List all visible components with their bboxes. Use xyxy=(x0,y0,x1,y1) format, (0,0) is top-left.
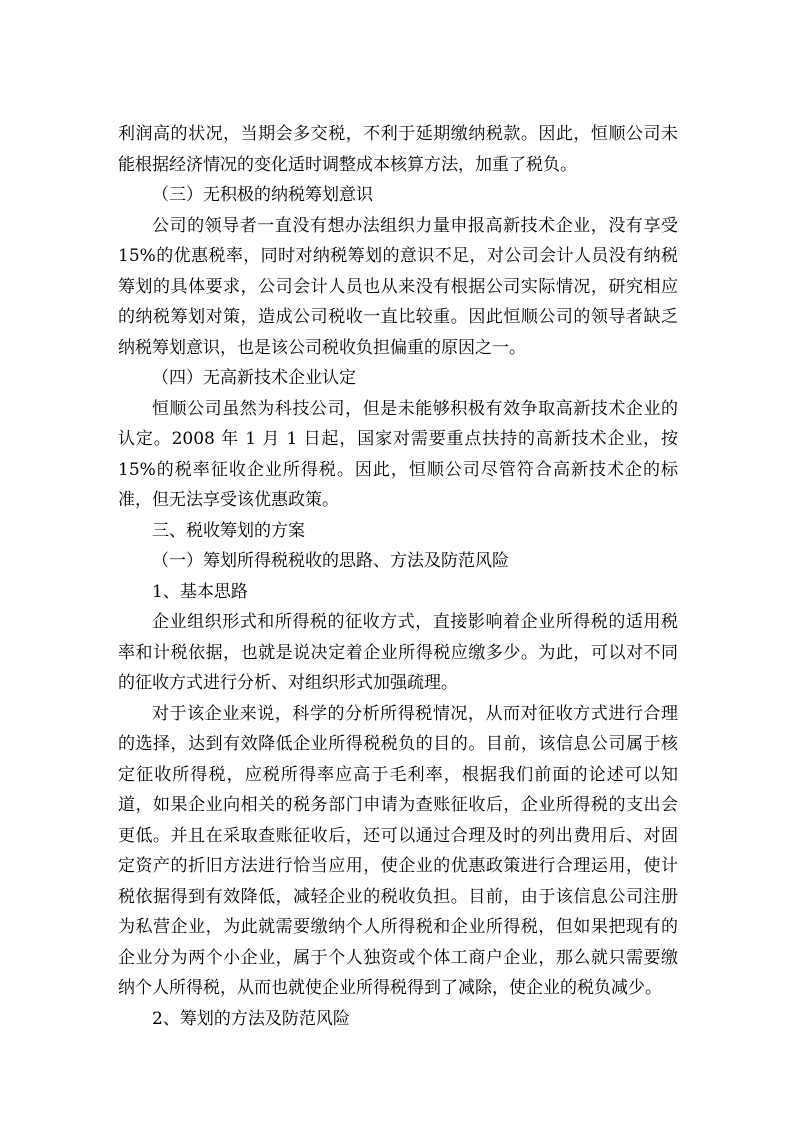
paragraph-analysis: 对于该企业来说，科学的分析所得税情况，从而对征收方式进行合理的选择，达到有效降低企业所得税税负的目的。目前，该信息公司属于核定征收所得税，应税所得率应高于毛利率，根据我们前面的论述可以知道，如果企业向相关的税务部门申请为查账征收后，企业所得税的支出会更低。并且在采取查账征收后，还可以通过合理及时的列出费用后、对固定资产的折旧方法进行恰当应用，使企业的优惠政策进行合理运用，使计税依据得到有效降低，减轻企业的税收负担。目前，由于该信息公司注册为私营企业，为此就需要缴纳个人所得税和企业所得税，但如果把现有的企业分为两个小企业，属于个人独资或个体工商户企业，那么就只需要缴纳个人所得税，从而也就使企业所得税得到了减除，使企业的税负减少。 xyxy=(118,703,678,998)
chapter-heading-3: 三、税收筹划的方案 xyxy=(152,520,305,541)
paragraph-high-tech: 恒顺公司虽然为科技公司，但是未能够积极有效争取高新技术企业的认定。2008 年 1 月 1 日起，国家对需要重点扶持的高新技术企业，按 15%的税率征收企业所得税。因此，恒顺公司尽管符合高新技术企的标准，但无法享受该优惠政策。 xyxy=(118,398,678,510)
document-body xyxy=(118,119,678,1034)
section-heading-4: （四）无高新技术企业认定 xyxy=(152,368,356,388)
item-heading-2: 2、筹划的方法及防范风险 xyxy=(152,1008,350,1029)
subsection-heading-1: （一）筹划所得税税收的思路、方法及防范风险 xyxy=(152,551,509,571)
paragraph-basic-idea: 企业组织形式和所得税的征收方式，直接影响着企业所得税的适用税率和计税依据，也就是说决定着企业所得税应缴多少。为此，可以对不同的征收方式进行分析、对组织形式加强疏理。 xyxy=(118,612,678,693)
paragraph-planning-awareness: 公司的领导者一直没有想办法组织力量申报高新技术企业，没有享受 15%的优惠税率，同时对纳税筹划的意识不足，对公司会计人员没有纳税筹划的具体要求，公司会计人员也从来没有根据公司实际情况，研究相应的纳税筹划对策，造成公司税收一直比较重。因此恒顺公司的领导者缺乏纳税筹划意识，也是该公司税收负担偏重的原因之一。 xyxy=(118,215,678,358)
paragraph-continuation: 利润高的状况，当期会多交税，不利于延期缴纳税款。因此，恒顺公司未能根据经济情况的变化适时调整成本核算方法，加重了税负。 xyxy=(118,124,678,175)
section-heading-3: （三）无积极的纳税筹划意识 xyxy=(152,185,373,205)
item-heading-1: 1、基本思路 xyxy=(152,581,248,602)
